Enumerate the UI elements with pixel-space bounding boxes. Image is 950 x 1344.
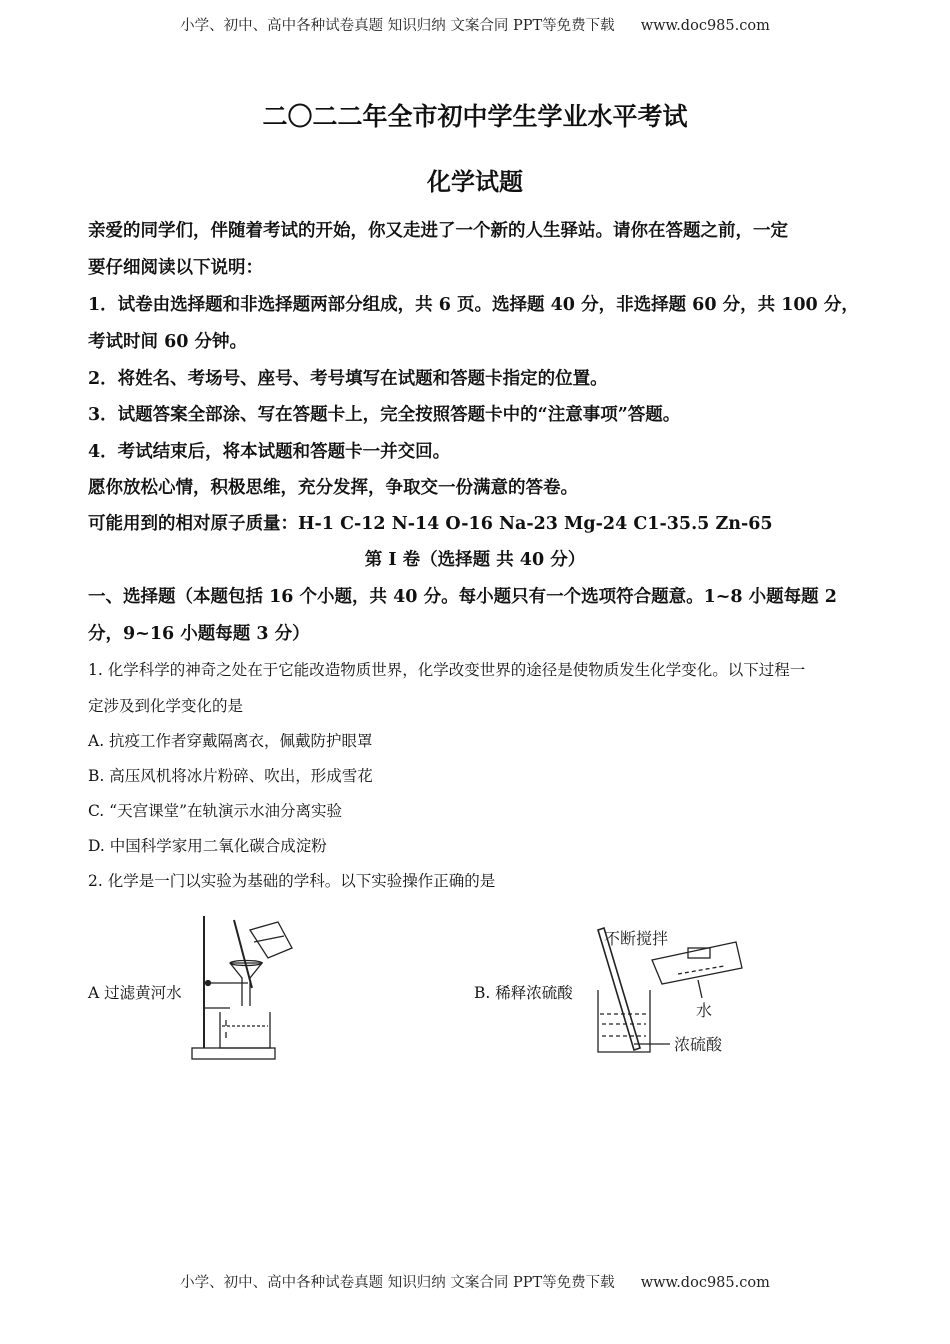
footer-url[interactable]: www.doc985.com <box>640 1275 770 1291</box>
page-header <box>0 14 950 35</box>
header-text: 小学、初中、高中各种试卷真题 知识归纳 文案合同 PPT等免费下载 <box>180 18 615 34</box>
exam-title: 二〇二二年全市初中学生学业水平考试 <box>262 102 688 131</box>
dilution-apparatus-figure <box>590 924 755 1062</box>
q1-stem-2: 定涉及到化学变化的是 <box>88 697 244 715</box>
header-url[interactable]: www.doc985.com <box>640 18 770 34</box>
q1-option-c[interactable]: C. “天宫课堂”在轨演示水油分离实验 <box>88 802 343 820</box>
filtration-apparatus-figure <box>190 908 305 1064</box>
water-label: 水 <box>696 1001 713 1020</box>
instruction-2: 2．将姓名、考场号、座号、考号填写在试题和答题卡指定的位置。 <box>88 369 608 389</box>
section-title-2: 分，9~16 小题每题 3 分） <box>88 624 310 644</box>
part-title: 第 I 卷（选择题 共 40 分） <box>364 550 586 570</box>
acid-label: 浓硫酸 <box>674 1035 723 1054</box>
encouragement: 愿你放松心情，积极思维，充分发挥，争取交一份满意的答卷。 <box>88 478 578 498</box>
page-footer <box>0 1271 950 1292</box>
instruction-4: 4．考试结束后，将本试题和答题卡一并交回。 <box>88 442 451 462</box>
atomic-masses: 可能用到的相对原子质量：H-1 C-12 N-14 O-16 Na-23 Mg-24 C1-35.5 Zn-65 <box>88 514 773 534</box>
instruction-3: 3．试题答案全部涂、写在答题卡上，完全按照答题卡中的“注意事项”答题。 <box>88 405 681 425</box>
instruction-1: 1．试卷由选择题和非选择题两部分组成，共 6 页。选择题 40 分，非选择题 60 分，共 100 分， <box>88 295 859 315</box>
intro-line-1: 亲爱的同学们，伴随着考试的开始，你又走进了一个新的人生驿站。请你在答题之前，一定 <box>88 221 788 241</box>
q2-option-a[interactable]: A 过滤黄河水 <box>88 984 182 1002</box>
q1-option-b[interactable]: B. 高压风机将冰片粉碎、吹出，形成雪花 <box>88 767 373 785</box>
section-title-1: 一、选择题（本题包括 16 个小题，共 40 分。每小题只有一个选项符合题意。1~8 小题每题 2 <box>88 587 837 607</box>
intro-line-2: 要仔细阅读以下说明： <box>88 258 263 278</box>
q1-option-d[interactable]: D. 中国科学家用二氧化碳合成淀粉 <box>88 837 327 855</box>
subject-title: 化学试题 <box>427 167 523 196</box>
q2-stem: 2. 化学是一门以实验为基础的学科。以下实验操作正确的是 <box>88 872 496 890</box>
instruction-1-cont: 考试时间 60 分钟。 <box>88 332 248 352</box>
q1-stem-1: 1. 化学科学的神奇之处在于它能改造物质世界，化学改变世界的途径是使物质发生化学变化。以下过程一 <box>88 661 806 679</box>
footer-text: 小学、初中、高中各种试卷真题 知识归纳 文案合同 PPT等免费下载 <box>180 1275 615 1291</box>
q2-option-b[interactable]: B. 稀释浓硫酸 <box>474 984 573 1002</box>
stir-label: 不断搅拌 <box>604 929 669 948</box>
q1-option-a[interactable]: A. 抗疫工作者穿戴隔离衣，佩戴防护眼罩 <box>88 732 373 750</box>
